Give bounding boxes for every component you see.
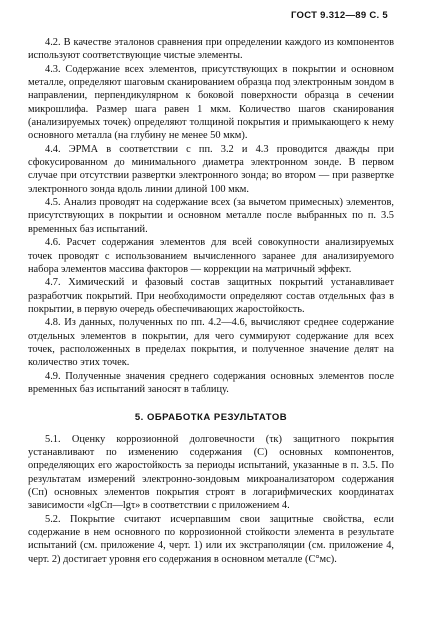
paragraph-4-4: 4.4. ЭРМА в соответствии с пп. 3.2 и 4.3 проводится дважды при сфокусированном до минимального диаметра электронном зонде. В первом случае при отсутствии развертки электронного зонда; во втором — при развертке электронного зонда вдоль линии длиной 100 мкм. [28,143,394,195]
paragraph-4-2: 4.2. В качестве эталонов сравнения при определении каждого из компонентов используют соответствующие чистые элементы. [28,37,394,62]
paragraph-4-5: 4.5. Анализ проводят на содержание всех (за вычетом примесных) элементов, присутствующих в покрытии и основном металле после выбранных по п. 3.5 временных баз испытаний. [28,197,394,235]
paragraph-4-3: 4.3. Содержание всех элементов, присутствующих в покрытии и основном металле, определяют шаговым сканированием образца под электронным зондом в направлении, перпендикулярном к боковой поверхности образца в сечении микрошлифа. Размер шага равен 1 мкм. Количество шагов сканирования (анализируемых точек) определяют толщиной покрытия и примыкающего к нему основного металла (на глубину не менее 50 мкм). [28,63,394,142]
paragraph-4-6: 4.6. Расчет содержания элементов для всей совокупности анализируемых точек проводят с использованием вычисленного заранее для анализируемого набора элементов массива факторов — коррекции на матричный эффект. [28,237,394,275]
section-5-heading: 5. ОБРАБОТКА РЕЗУЛЬТАТОВ [134,412,288,424]
document-body [28,36,394,566]
paragraph-5-1: 5.1. Оценку коррозионной долговечности (τк) защитного покрытия устанавливают по изменению содержания (С) основных компонентов, определяющих его жаростойкость за периоды испытаний, указанные в п. 3.5. По результатам измерений электронно-зондовым микроанализатором содержания (Сп) основных элементов покрытия строят в логарифмических координатах зависимости «lgCп—lgτ» в соответствии с приложением 4. [28,433,394,512]
paragraph-5-2: 5.2. Покрытие считают исчерпавшим свои защитные свойства, если содержание в нем основного по коррозионной стойкости элемента в результате испытаний (см. приложение 4, черт. 1) или их экстраполяции (см. приложение 4, черт. 2) достигает уровня его содержания в основном металле (С°мс). [28,513,394,565]
paragraph-4-9: 4.9. Полученные значения среднего содержания основных элементов после временных баз испытаний заносят в таблицу. [28,370,394,395]
paragraph-4-7: 4.7. Химический и фазовый состав защитных покрытий устанавливает разработчик покрытий. При необходимости определяют состав отдельных фаз в покрытии, в первую очередь обеспечивающих жаростойкость. [28,277,394,315]
page-header: ГОСТ 9.312—89 С. 5 [290,10,388,21]
paragraph-4-8: 4.8. Из данных, полученных по пп. 4.2—4.6, вычисляют среднее содержание отдельных элементов в покрытии, для чего суммируют содержание для всех точек, расположенных в пределах покрытия, и полученное значение делят на количество этих точек. [28,317,394,369]
